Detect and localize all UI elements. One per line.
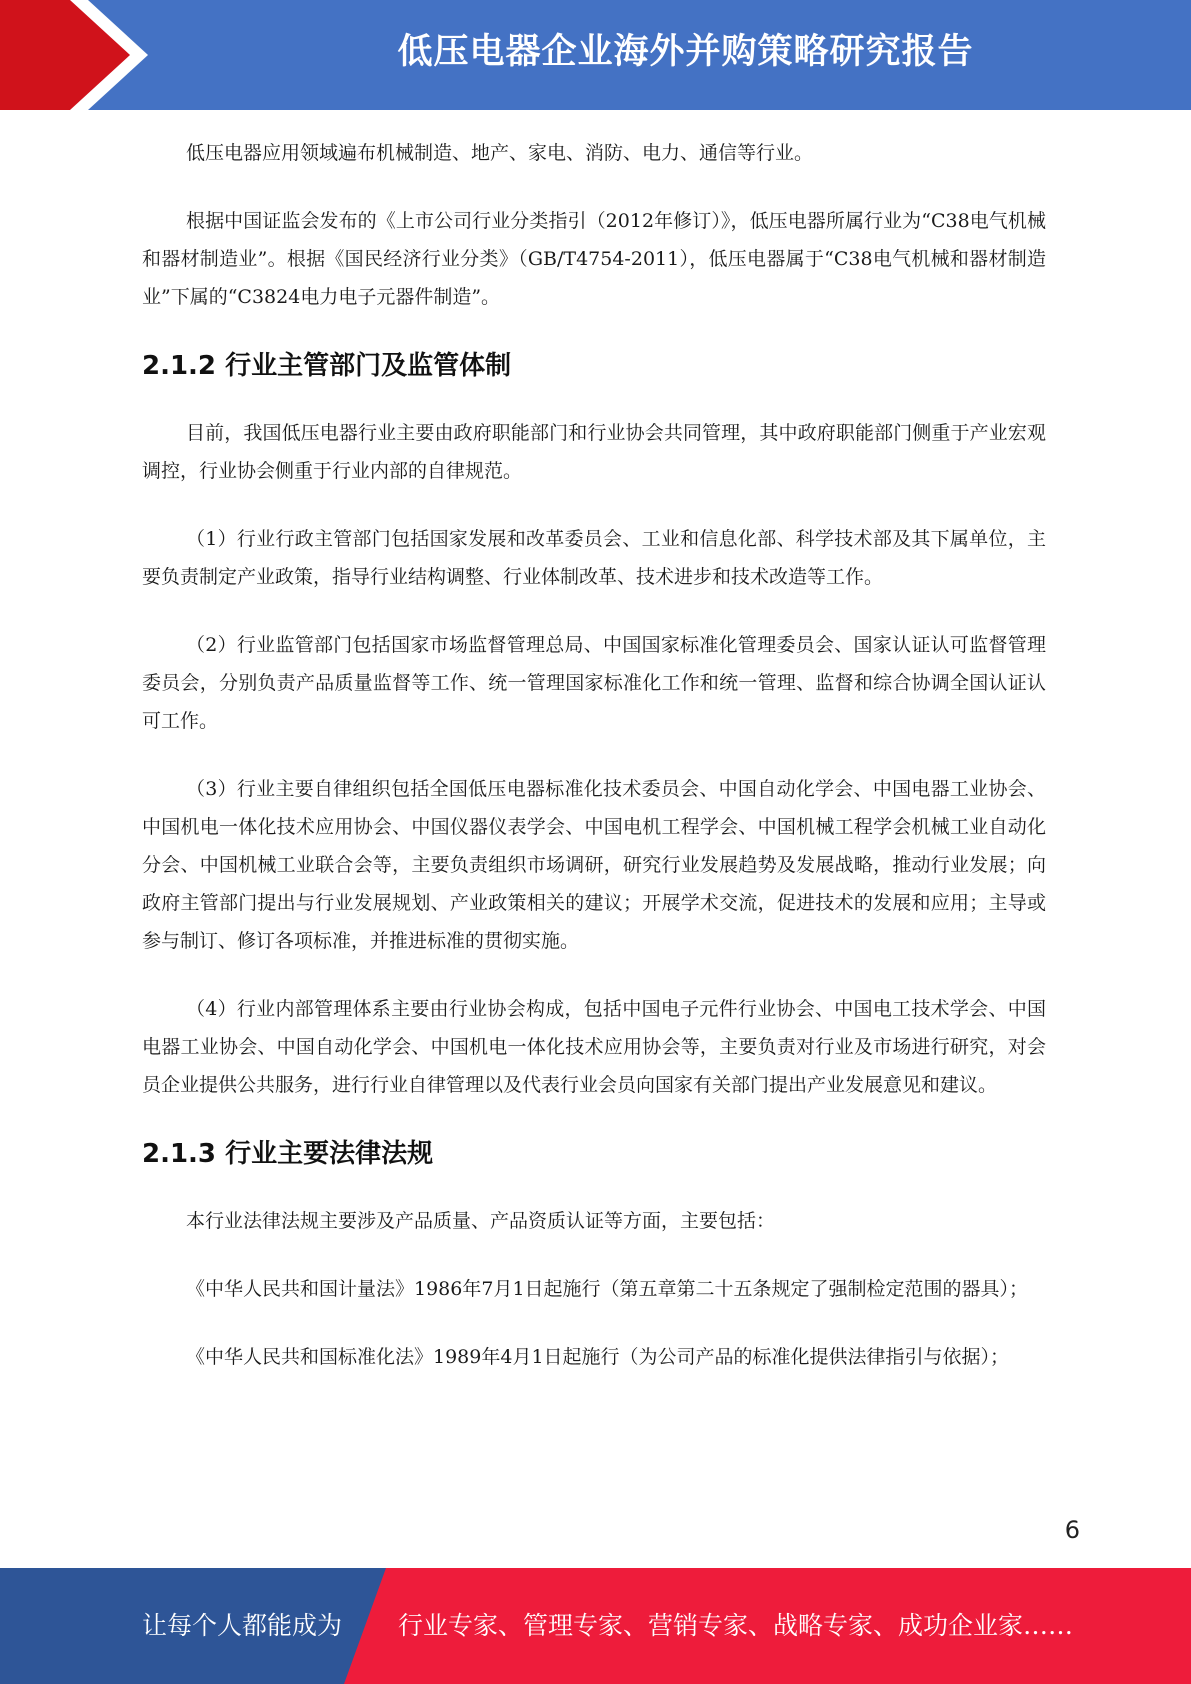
- paragraph: （4）行业内部管理体系主要由行业协会构成，包括中国电子元件行业协会、中国电工技术学会、中国电器工业协会、中国自动化学会、中国机电一体化技术应用协会等，主要负责对行业及市场进行研究，对会员企业提供公共服务，进行行业自律管理以及代表行业会员向国家有关部门提出产业发展意见和建议。: [142, 998, 1046, 1096]
- section-heading: 2.1.2 行业主管部门及监管体制: [142, 351, 512, 381]
- section-heading: 2.1.3 行业主要法律法规: [142, 1139, 434, 1169]
- paragraph: 本行业法律法规主要涉及产品质量、产品资质认证等方面，主要包括：: [186, 1210, 776, 1232]
- paragraph: 根据中国证监会发布的《上市公司行业分类指引（2012年修订）》，低压电器所属行业为“C38电气机械和器材制造业”。根据《国民经济行业分类》（GB/T4754-2011），低压电器属于“C38电气机械和器材制造业”下属的“C3824电力电子元器件制造”。: [142, 210, 1046, 308]
- paragraph: 《中华人民共和国标准化法》1989年4月1日起施行（为公司产品的标准化提供法律指引与依据）；: [186, 1346, 1010, 1368]
- report-title: 低压电器企业海外并购策略研究报告: [397, 32, 974, 72]
- paragraph: 目前，我国低压电器行业主要由政府职能部门和行业协会共同管理，其中政府职能部门侧重于产业宏观调控，行业协会侧重于行业内部的自律规范。: [142, 422, 1046, 482]
- footer-slogan-left: 让每个人都能成为: [142, 1611, 343, 1640]
- paragraph: 低压电器应用领域遍布机械制造、地产、家电、消防、电力、通信等行业。: [186, 142, 814, 164]
- page-content: [142, 134, 1046, 1406]
- paragraph: （3）行业主要自律组织包括全国低压电器标准化技术委员会、中国自动化学会、中国电器工业协会、中国机电一体化技术应用协会、中国仪器仪表学会、中国电机工程学会、中国机械工程学会机械工业自动化分会、中国机械工业联合会等，主要负责组织市场调研，研究行业发展趋势及发展战略，推动行业发展；向政府主管部门提出与行业发展规划、产业政策相关的建议；开展学术交流，促进技术的发展和应用；主导或参与制订、修订各项标准，并推进标准的贯彻实施。: [142, 778, 1046, 952]
- paragraph: 《中华人民共和国计量法》1986年7月1日起施行（第五章第二十五条规定了强制检定范围的器具）；: [186, 1278, 1029, 1300]
- page-header: [0, 0, 1191, 110]
- paragraph: （2）行业监管部门包括国家市场监督管理总局、中国国家标准化管理委员会、国家认证认可监督管理委员会，分别负责产品质量监督等工作、统一管理国家标准化工作和统一管理、监督和综合协调全国认证认可工作。: [142, 634, 1046, 732]
- paragraph: （1）行业行政主管部门包括国家发展和改革委员会、工业和信息化部、科学技术部及其下属单位，主要负责制定产业政策，指导行业结构调整、行业体制改革、技术进步和技术改造等工作。: [142, 528, 1046, 588]
- header-arrow-decoration: [0, 0, 180, 110]
- page-number: 6: [1064, 1516, 1080, 1544]
- footer-slogan-right: 行业专家、管理专家、营销专家、战略专家、成功企业家……: [398, 1611, 1074, 1640]
- page-footer: [0, 1568, 1191, 1684]
